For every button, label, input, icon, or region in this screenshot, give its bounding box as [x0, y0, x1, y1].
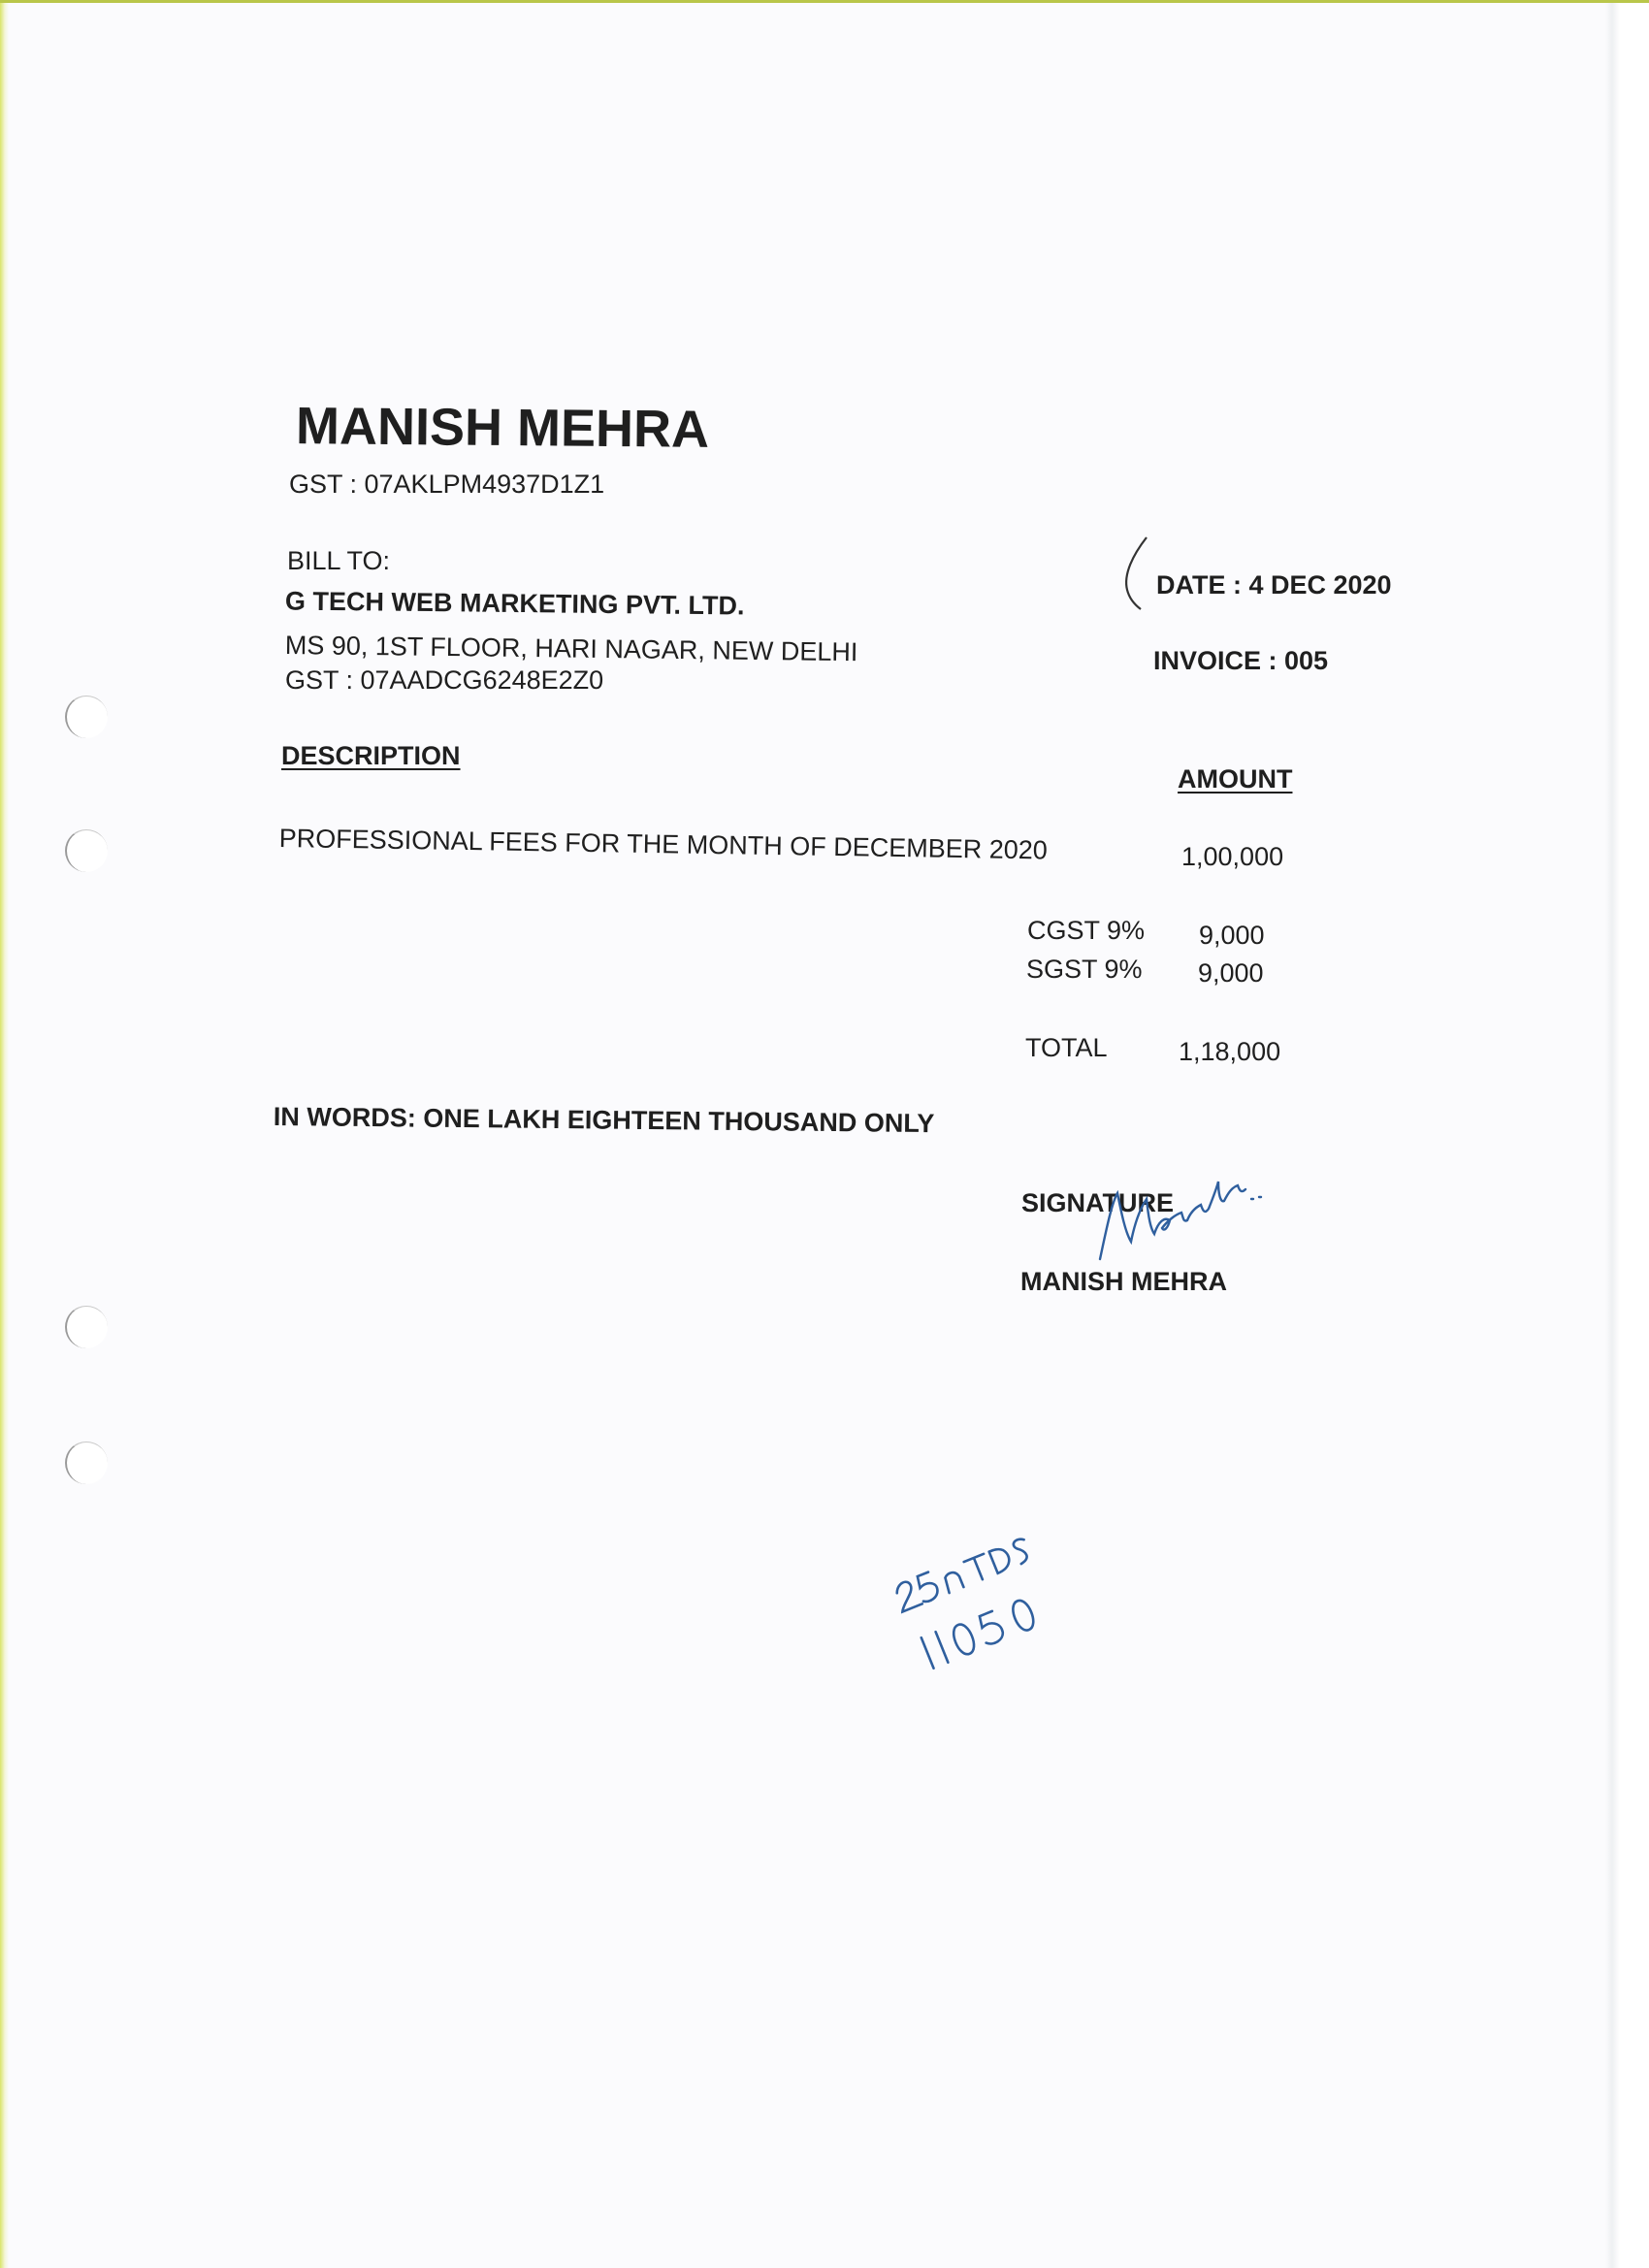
punch-hole	[65, 1306, 108, 1348]
handwritten-signature	[1086, 1164, 1300, 1271]
invoice-date: DATE : 4 DEC 2020	[1156, 570, 1392, 599]
bill-to-gst: GST : 07AADCG6248E2Z0	[285, 665, 604, 695]
bill-to-company: G TECH WEB MARKETING PVT. LTD.	[284, 586, 745, 621]
signatory-name: MANISH MEHRA	[1020, 1267, 1227, 1296]
bill-to-heading: BILL TO:	[287, 546, 391, 575]
cgst-label: CGST 9%	[1027, 916, 1146, 945]
signature-label: SIGNATURE	[1021, 1188, 1175, 1217]
description-header: DESCRIPTION	[281, 741, 461, 770]
bill-to-address: MS 90, 1ST FLOOR, HARI NAGAR, NEW DELHI	[284, 631, 858, 667]
punch-hole	[65, 696, 108, 738]
punch-hole	[65, 829, 108, 872]
amount-in-words: IN WORDS: ONE LAKH EIGHTEEN THOUSAND ONLY	[273, 1102, 935, 1139]
sgst-label: SGST 9%	[1026, 955, 1143, 984]
invoice-number: INVOICE : 005	[1153, 646, 1329, 675]
issuer-name: MANISH MEHRA	[295, 397, 710, 459]
handwritten-tds-note	[888, 1508, 1052, 1702]
cgst-amount: 9,000	[1199, 921, 1265, 950]
paper-top-edge	[0, 0, 1649, 3]
punch-hole	[65, 1442, 108, 1484]
line-item-amount: 1,00,000	[1181, 842, 1284, 871]
pen-tick-mark	[1116, 534, 1154, 621]
total-label: TOTAL	[1025, 1033, 1108, 1062]
sgst-amount: 9,000	[1198, 958, 1264, 988]
amount-header: AMOUNT	[1178, 764, 1293, 794]
issuer-gst: GST : 07AKLPM4937D1Z1	[289, 470, 605, 499]
line-item-description: PROFESSIONAL FEES FOR THE MONTH OF DECEMBER 2020	[278, 824, 1049, 865]
total-amount: 1,18,000	[1179, 1037, 1281, 1066]
